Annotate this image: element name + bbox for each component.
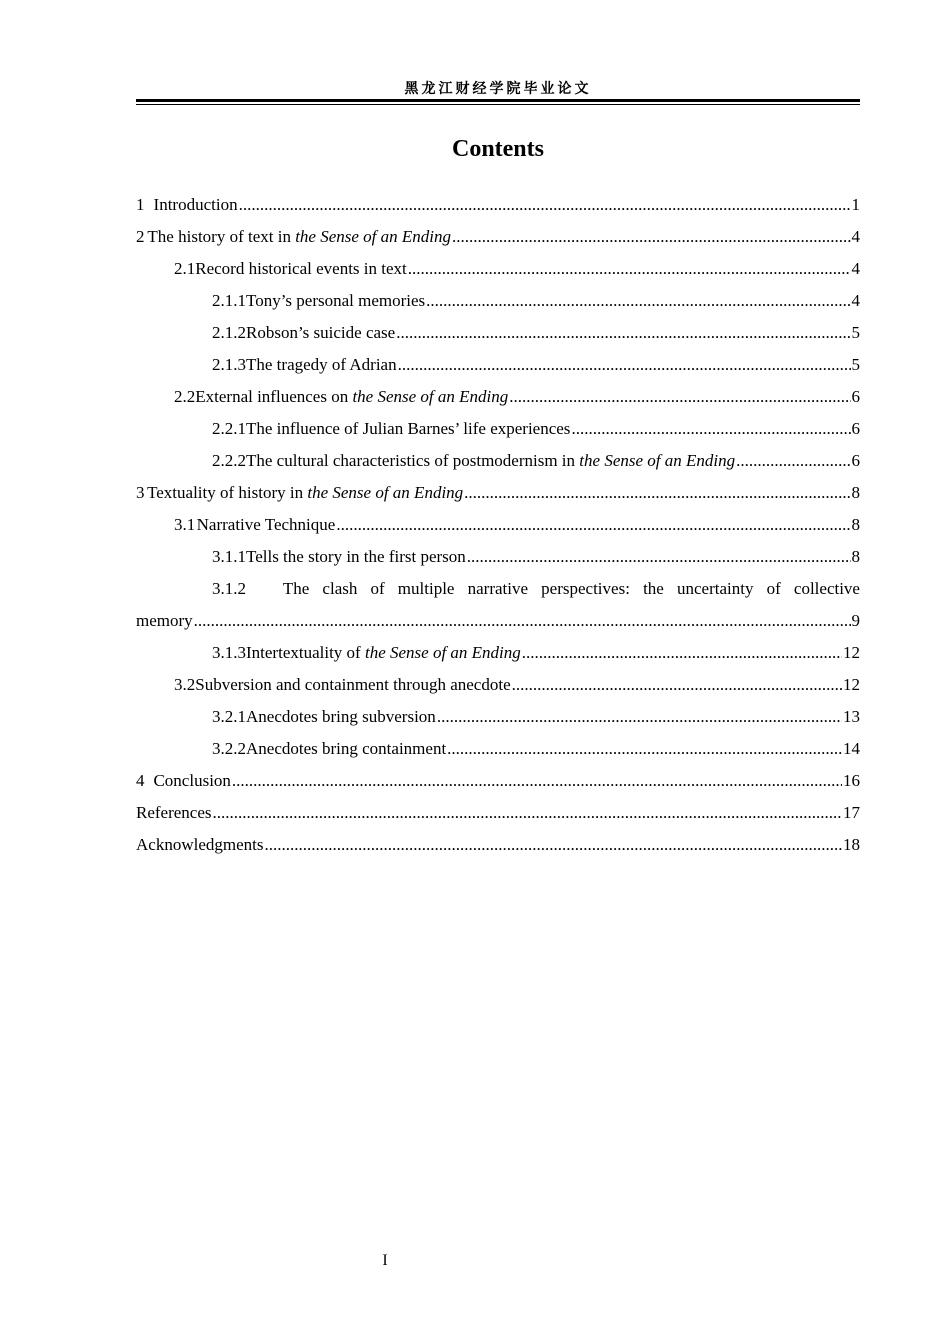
toc-entry[interactable] bbox=[136, 480, 860, 512]
toc-page: 17 bbox=[843, 803, 860, 822]
toc-number: 3.1.1 bbox=[212, 547, 246, 566]
toc-number: 2.1 bbox=[174, 259, 196, 278]
header-rule-thick bbox=[136, 99, 860, 102]
toc-leader bbox=[213, 800, 842, 826]
toc-number: 3.2.2 bbox=[212, 739, 246, 758]
toc-page: 4 bbox=[851, 227, 860, 246]
toc-label: Anecdotes bring subversion bbox=[246, 707, 436, 726]
toc-leader bbox=[447, 736, 842, 762]
toc-leader bbox=[522, 640, 842, 666]
toc-leader bbox=[398, 352, 851, 378]
toc-leader bbox=[408, 256, 851, 282]
toc-page: 6 bbox=[851, 419, 860, 438]
toc-entry[interactable] bbox=[136, 768, 860, 800]
toc-entry[interactable] bbox=[136, 832, 860, 864]
toc-entry[interactable] bbox=[136, 512, 860, 544]
toc-leader bbox=[239, 192, 851, 218]
toc-leader bbox=[396, 320, 850, 346]
toc-leader bbox=[264, 832, 842, 858]
toc-wrapped-second-line bbox=[136, 608, 860, 634]
toc-label-continued: memory bbox=[136, 611, 193, 630]
toc-page: 9 bbox=[851, 611, 860, 630]
toc-leader bbox=[232, 768, 842, 794]
toc-page: 18 bbox=[843, 835, 860, 854]
toc-label: External influences on the Sense of an Ending bbox=[195, 387, 509, 406]
toc-page: 8 bbox=[851, 483, 860, 502]
toc-entry[interactable] bbox=[136, 448, 860, 480]
toc-number: 2.1.3 bbox=[212, 355, 246, 374]
toc-leader bbox=[426, 288, 850, 314]
toc-page: 8 bbox=[851, 515, 860, 534]
toc-leader bbox=[509, 384, 850, 410]
toc-label: The clash of multiple narrative perspectives: the uncertainty of collective bbox=[282, 579, 860, 598]
toc-number: 3.1.3 bbox=[212, 643, 246, 662]
toc-number: 2.2.1 bbox=[212, 419, 246, 438]
toc-page: 4 bbox=[851, 291, 860, 310]
toc-label: Textuality of history in the Sense of an Ending bbox=[147, 483, 464, 502]
toc-entry[interactable] bbox=[136, 256, 860, 288]
toc-entry[interactable] bbox=[136, 288, 860, 320]
toc-label: Anecdotes bring containment bbox=[246, 739, 447, 758]
toc-page: 14 bbox=[843, 739, 860, 758]
toc-leader bbox=[452, 224, 850, 250]
toc-entry[interactable] bbox=[136, 736, 860, 768]
toc-label: Conclusion bbox=[153, 771, 231, 790]
toc-page: 1 bbox=[851, 195, 860, 214]
toc-page: 4 bbox=[851, 259, 860, 278]
toc-number: 4 bbox=[136, 771, 145, 790]
toc-leader bbox=[437, 704, 842, 730]
toc-entry[interactable] bbox=[136, 640, 860, 672]
page-number: I bbox=[382, 1252, 388, 1269]
toc-leader bbox=[512, 672, 842, 698]
toc-leader bbox=[336, 512, 850, 538]
toc-label: Acknowledgments bbox=[136, 835, 264, 854]
header-rule-thin bbox=[136, 104, 860, 105]
toc-label: Tony’s personal memories bbox=[246, 291, 426, 310]
toc-label: Narrative Technique bbox=[196, 515, 336, 534]
toc-leader bbox=[736, 448, 850, 474]
toc-label: The cultural characteristics of postmodernism in the Sense of an Ending bbox=[246, 451, 736, 470]
toc-page: 13 bbox=[843, 707, 860, 726]
toc-label: References bbox=[136, 803, 212, 822]
toc-label: Subversion and containment through anecdote bbox=[195, 675, 511, 694]
toc-label: Robson’s suicide case bbox=[246, 323, 396, 342]
toc-number: 2.1.2 bbox=[212, 323, 246, 342]
toc-page: 16 bbox=[843, 771, 860, 790]
toc-number: 1 bbox=[136, 195, 145, 214]
toc-page: 5 bbox=[851, 355, 860, 374]
toc-entry[interactable] bbox=[136, 672, 860, 704]
toc-leader bbox=[464, 480, 850, 506]
toc-label: Tells the story in the first person bbox=[246, 547, 466, 566]
toc-number: 3 bbox=[136, 483, 145, 502]
toc-entry[interactable] bbox=[136, 384, 860, 416]
toc-number: 3.2.1 bbox=[212, 707, 246, 726]
toc-leader bbox=[571, 416, 850, 442]
toc-entry[interactable] bbox=[136, 192, 860, 224]
toc-label: Introduction bbox=[153, 195, 238, 214]
toc-entry-wrapped[interactable] bbox=[136, 576, 860, 640]
toc-number: 3.1.2 bbox=[212, 579, 246, 598]
toc-number: 2.2 bbox=[174, 387, 196, 406]
toc-page: 12 bbox=[843, 675, 860, 694]
toc-number: 2.1.1 bbox=[212, 291, 246, 310]
table-of-contents bbox=[136, 192, 860, 864]
toc-entry[interactable] bbox=[136, 800, 860, 832]
toc-entry[interactable] bbox=[136, 224, 860, 256]
toc-label: Intertextuality of the Sense of an Ending bbox=[246, 643, 521, 662]
toc-number: 3.1 bbox=[174, 515, 196, 534]
toc-label: The tragedy of Adrian bbox=[246, 355, 397, 374]
toc-page: 12 bbox=[843, 643, 860, 662]
toc-wrapped-first-line bbox=[136, 576, 860, 608]
page-title: Contents bbox=[451, 136, 544, 162]
toc-entry[interactable] bbox=[136, 416, 860, 448]
toc-number: 3.2 bbox=[174, 675, 196, 694]
toc-entry[interactable] bbox=[136, 352, 860, 384]
toc-number: 2.2.2 bbox=[212, 451, 246, 470]
toc-page: 6 bbox=[851, 387, 860, 406]
toc-page: 6 bbox=[851, 451, 860, 470]
toc-label: Record historical events in text bbox=[195, 259, 407, 278]
toc-entry[interactable] bbox=[136, 544, 860, 576]
toc-entry[interactable] bbox=[136, 320, 860, 352]
toc-label: The influence of Julian Barnes’ life experiences bbox=[246, 419, 571, 438]
toc-page: 8 bbox=[851, 547, 860, 566]
toc-leader bbox=[467, 544, 851, 570]
toc-page: 5 bbox=[851, 323, 860, 342]
toc-number: 2 bbox=[136, 227, 145, 246]
running-header: 黑龙江财经学院毕业论文 bbox=[404, 81, 592, 97]
toc-label: The history of text in the Sense of an Ending bbox=[147, 227, 452, 246]
toc-leader bbox=[194, 608, 851, 634]
toc-entry[interactable] bbox=[136, 704, 860, 736]
